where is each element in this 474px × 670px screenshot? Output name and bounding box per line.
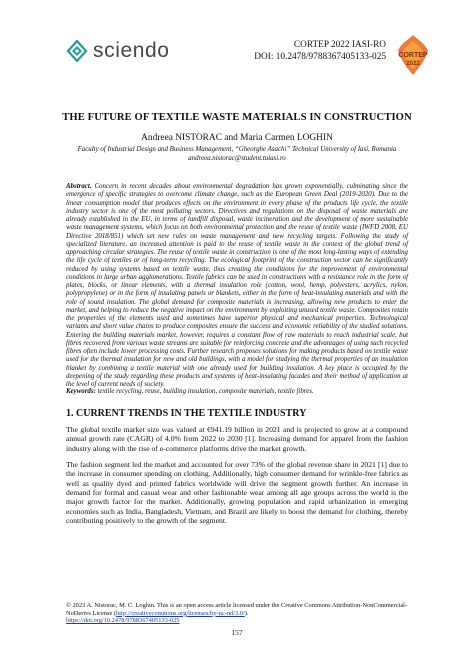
page-number: 157 bbox=[231, 628, 243, 637]
abstract-label: Abstract. bbox=[66, 183, 92, 190]
badge-text: CORTEP bbox=[398, 52, 428, 59]
sciendo-logo bbox=[66, 40, 170, 62]
license-footer bbox=[66, 602, 408, 625]
paper-title: THE FUTURE OF TEXTILE WASTE MATERIALS IN CONSTRUCTION bbox=[62, 112, 412, 123]
paper-authors: Andreea NISTORAC and Maria Carmen LOGHIN bbox=[141, 133, 333, 143]
section-heading: 1. CURRENT TRENDS IN THE TEXTILE INDUSTRY bbox=[66, 408, 307, 419]
logo-text: sciendo bbox=[93, 39, 170, 62]
license-suffix: ). bbox=[244, 609, 249, 617]
doi-header: DOI: 10.2478/9788367405133-025 bbox=[254, 51, 386, 62]
license-link[interactable]: http://creativecommons.org/licenses/by-nc-nd/3.0/ bbox=[116, 609, 245, 617]
keywords-text: textile recycling, reuse, building insulation, composite materials, textile fibres. bbox=[97, 388, 314, 395]
cortep-badge-icon bbox=[395, 33, 431, 77]
abstract-text: Concern in recent decades about environmental degradation has grown exponentially, culminating since the emergence of specific strategies to overcome climate change, such as the European Green Deal (2019-2020). Due to the linear consumption model that produces effects on the environment in every phase of the products life cycle, the textile industry sector is one of the most polluting sectors. Directives and regulations on the disposal of waste materials are already established in the EU, in terms of landfill disposal, waste incineration and the development of more sustainable waste management systems, which focus on both environmental protection and the reuse of textile waste (IWFD 2008, EU Directive 2018/851) which set new rules on waste management and new recycling targets. Following the study of specialized literature, an increased attention is paid to the reuse of textile waste in the context of the global trend of approaching circular strategies. The reuse of textile waste in construction is one of the most long-lasting ways of extending the life cycle of textiles or of long-term recycling. The ecological footprint of the construction sector can be significantly reduced by using systems based on textile waste, thus creating the conditions for the improvement of environmental conditions in large urban agglomerations. Textile fabrics can be used in constructions with a resistance role in the form of plates, blocks, or linear elements, with a thermal insulation role (cotton, wool, hemp, polyesters, acrylics, nylon, polypropylene) or in the form of insulating panels or blankets, either in the form of heat-insulating materials and with the role of sound insulation. The global demand for composite materials is increasing, allowing new products to enter the market, and helping to reduce the negative impact on the environment by exploiting unused textile waste. Composites retain the properties of the elements used and sometimes have superior physical and mechanical properties. Technological variants and short value chains to produce composites ensure the success and economic reliability of the studied solutions. Entering the building materials market, however, requires a constant flow of raw materials to reach industrial scale, but fibres recovered from various waste streams are suitable for reinforcing concrete and the advantages of using such recycled fibres often include lower processing costs. Further research proposes solutions for making products based on textile waste used for the thermal insulation for new and old buildings, with a model for studying the thermal properties of an insulation blanket by combining a textile material with one already used for building insulation. A key place is occupied by the deepening of the study regarding these products and systems of heat-insulating facades and their method of application at the level of current needs of society. bbox=[66, 183, 408, 388]
license-text: © 2023 A. Nistorac, M. C. Loghin. This is an open access article licensed under the Creative Commons Attribution-NonCommercial-NoDerivs License ( bbox=[66, 602, 408, 617]
keywords bbox=[66, 388, 408, 396]
affiliation-text: Faculty of Industrial Design and Business Management, “Gheorghe Asachi” Technical University of Iasi, Romania bbox=[77, 146, 397, 153]
badge-year: 2022 bbox=[406, 61, 420, 67]
keywords-label: Keywords: bbox=[66, 388, 96, 395]
conference-info bbox=[254, 40, 386, 63]
author-email: andreea.nistorac@student.tuiasi.ro bbox=[188, 154, 286, 162]
body-paragraph: The fashion segment led the market and accounted for over 73% of the global revenue share in 2021 [1] due to the increase in consumer spending on clothing. Additionally, high consumer demand for wrinkle-free fabrics as well as quality dyed and printed fabrics worldwide will drive the segment growth further. An increase in demand for formal and casual wear and other fashionable wear among all age groups across the world is the major growth factor for the market. Additionally, growing population and rapid urbanization in emerging economies such as India, Bangladesh, Vietnam, and Brazil are likely to boost the demand for clothing, thereby contributing positively to the growth of the segment. bbox=[66, 460, 408, 526]
body-paragraph: The global textile market size was valued at €941.19 billion in 2021 and is projected to grow at a compound annual growth rate (CAGR) of 4.0% from 2022 to 2030 [1]. Increasing demand for apparel from the fashion industry along with the rise of e-commerce platforms drive the market growth. bbox=[66, 425, 408, 453]
sciendo-logo-icon bbox=[66, 40, 88, 62]
author-affiliation bbox=[66, 146, 408, 163]
conference-name: CORTEP 2022 IASI-RO bbox=[293, 40, 386, 50]
abstract bbox=[66, 183, 408, 389]
doi-link[interactable]: https://doi.org/10.2478/9788367405133-025 bbox=[66, 617, 180, 625]
